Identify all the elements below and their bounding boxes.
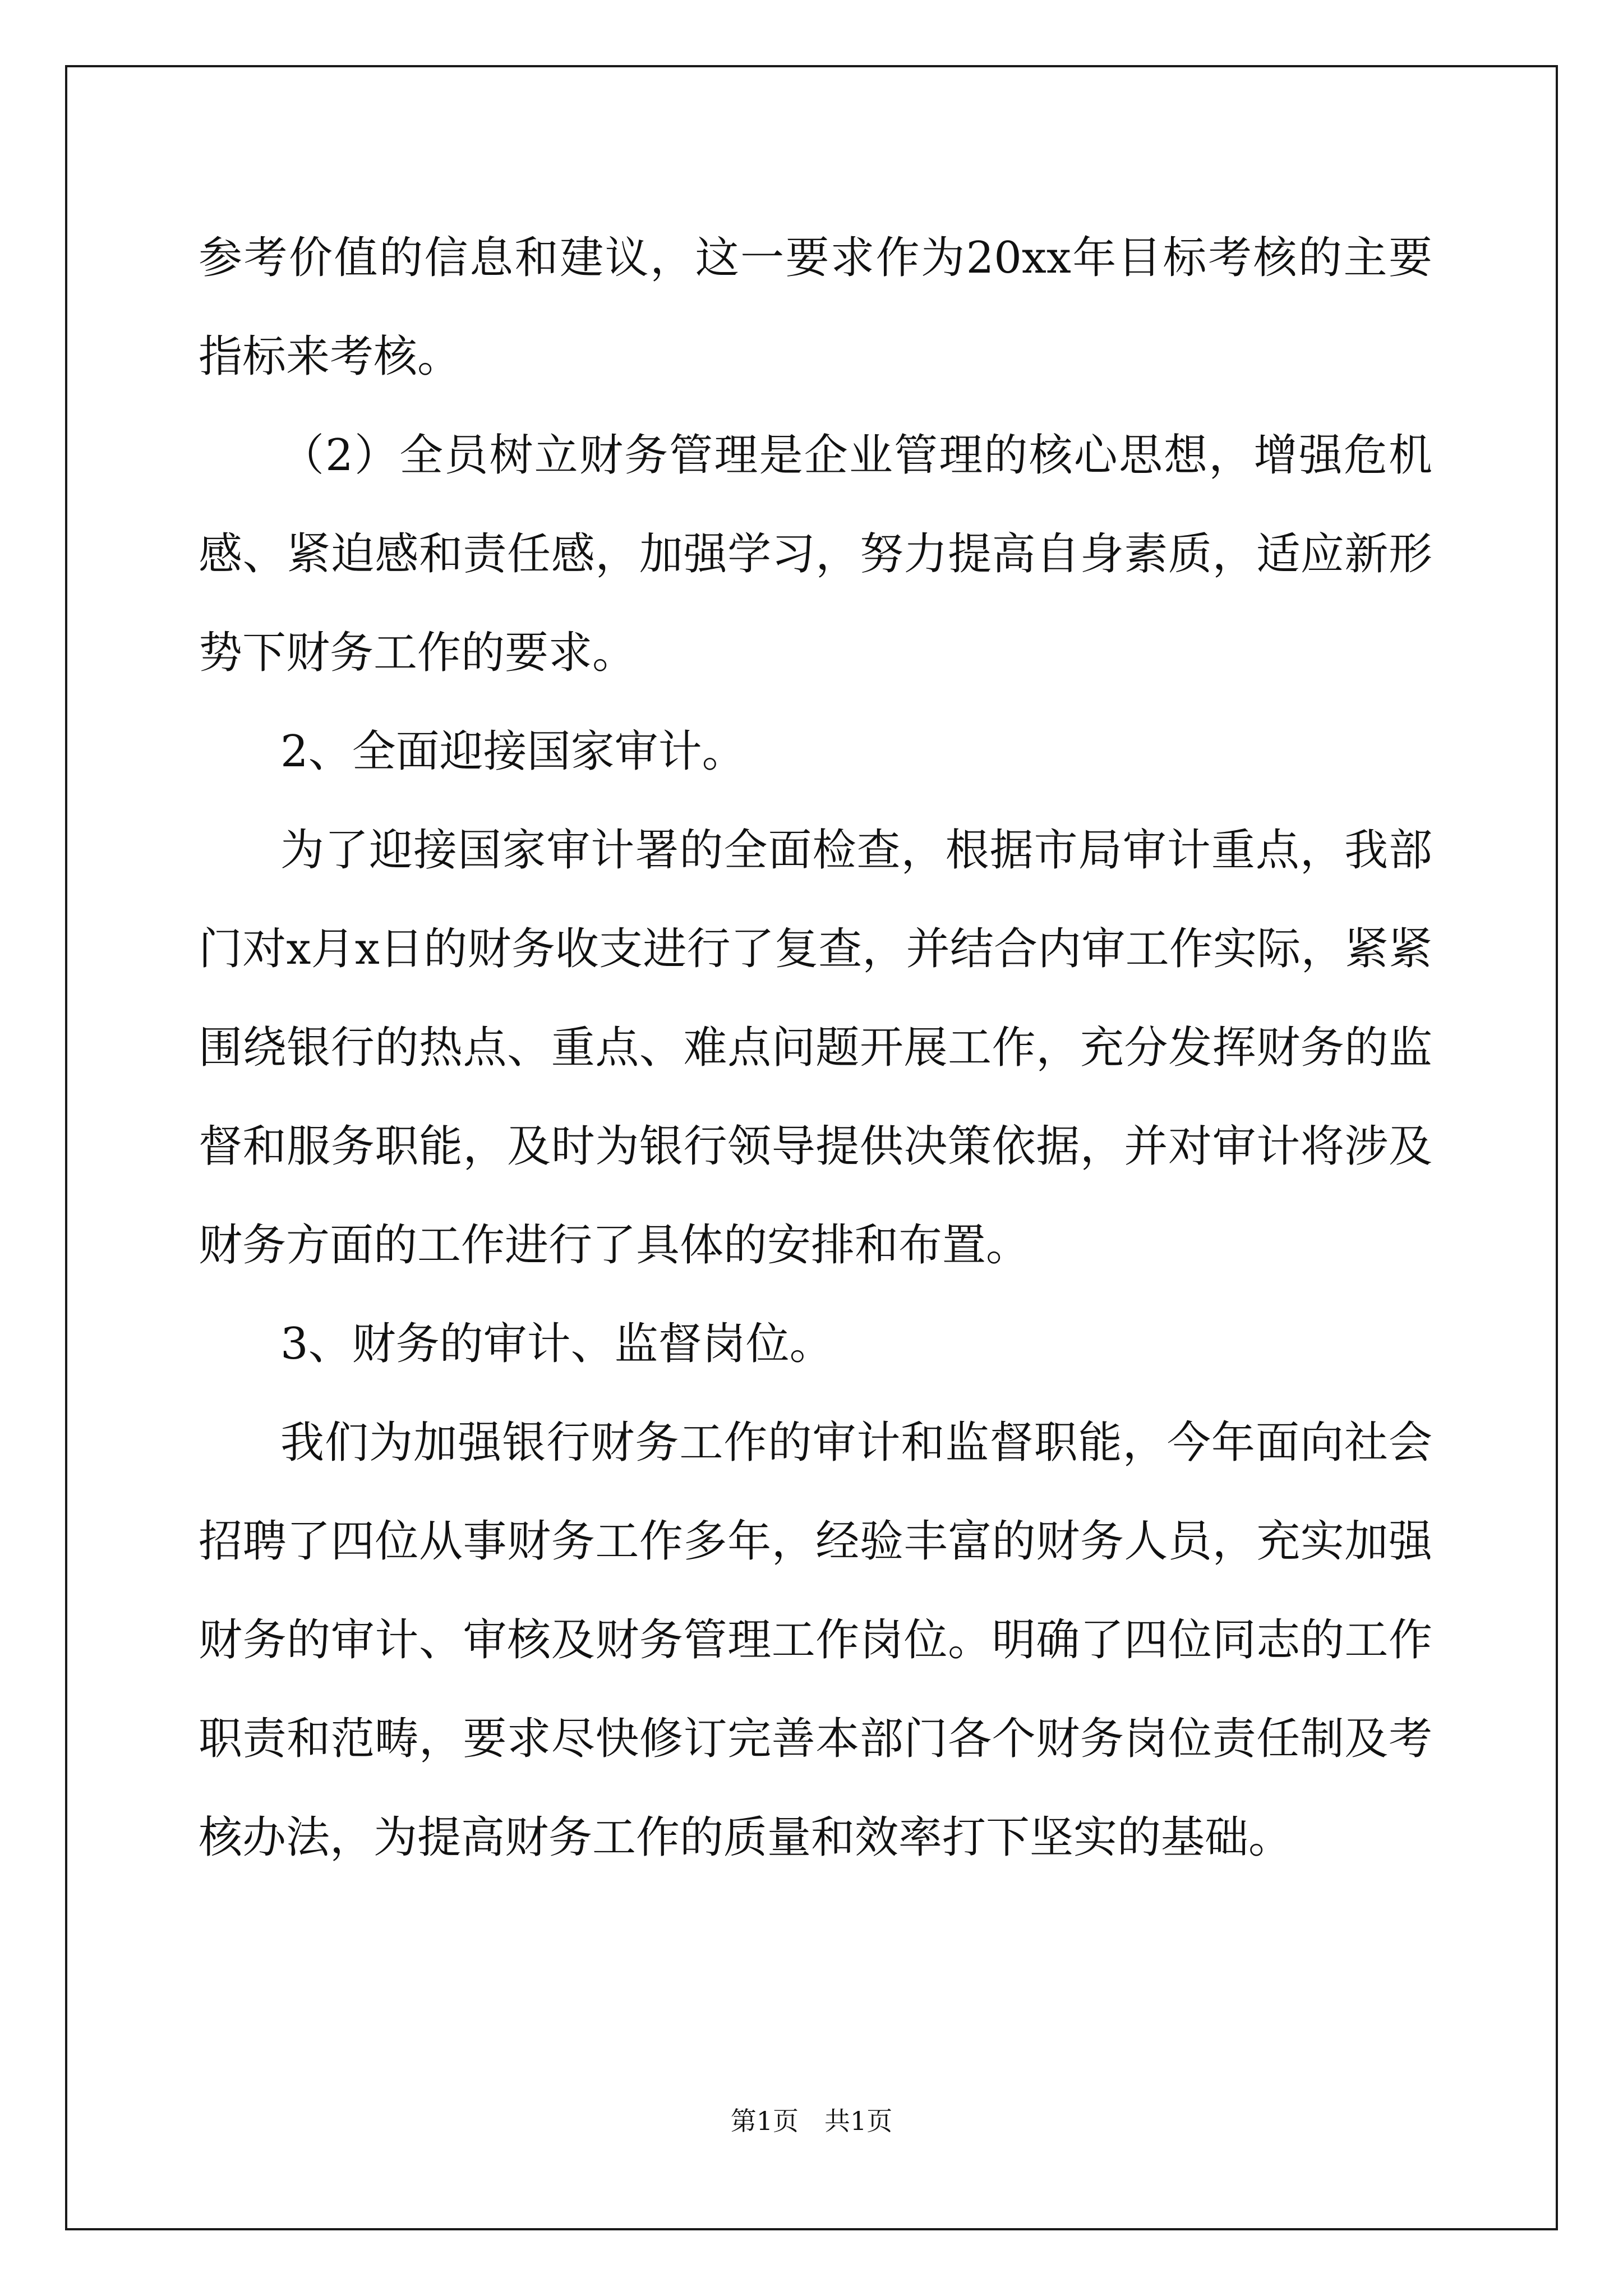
- paragraph-1: 参考价值的信息和建议，这一要求作为20xx年目标考核的主要指标来考核。: [199, 233, 1432, 382]
- paragraph-6: 我们为加强银行财务工作的审计和监督职能，今年面向社会招聘了四位从事财务工作多年，经验丰富的财务人员，充实加强财务的审计、审核及财务管理工作岗位。明确了四位同志的工作职责和范畴，要求尽快修订完善本部门各个财务岗位责任制及考核办法，为提高财务工作的质量和效率打下坚实的基础。: [199, 1418, 1432, 1863]
- paragraph-5-heading: 3、财务的审计、监督岗位。: [280, 1319, 833, 1369]
- paragraph-2: （2）全员树立财务管理是企业管理的核心思想，增强危机感、紧迫感和责任感，加强学习，努力提高自身素质，适应新形势下财务工作的要求。: [199, 430, 1432, 678]
- paragraph-3-heading: 2、全面迎接国家审计。: [280, 726, 746, 777]
- document-body: [199, 209, 1432, 1887]
- paragraph-4: 为了迎接国家审计署的全面检查，根据市局审计重点，我部门对x月x日的财务收支进行了复查，并结合内审工作实际，紧紧围绕银行的热点、重点、难点问题开展工作，充分发挥财务的监督和服务职能，及时为银行领导提供决策依据，并对审计将涉及财务方面的工作进行了具体的安排和布置。: [199, 825, 1432, 1271]
- page-number-footer: 第1页 共1页: [730, 2106, 893, 2136]
